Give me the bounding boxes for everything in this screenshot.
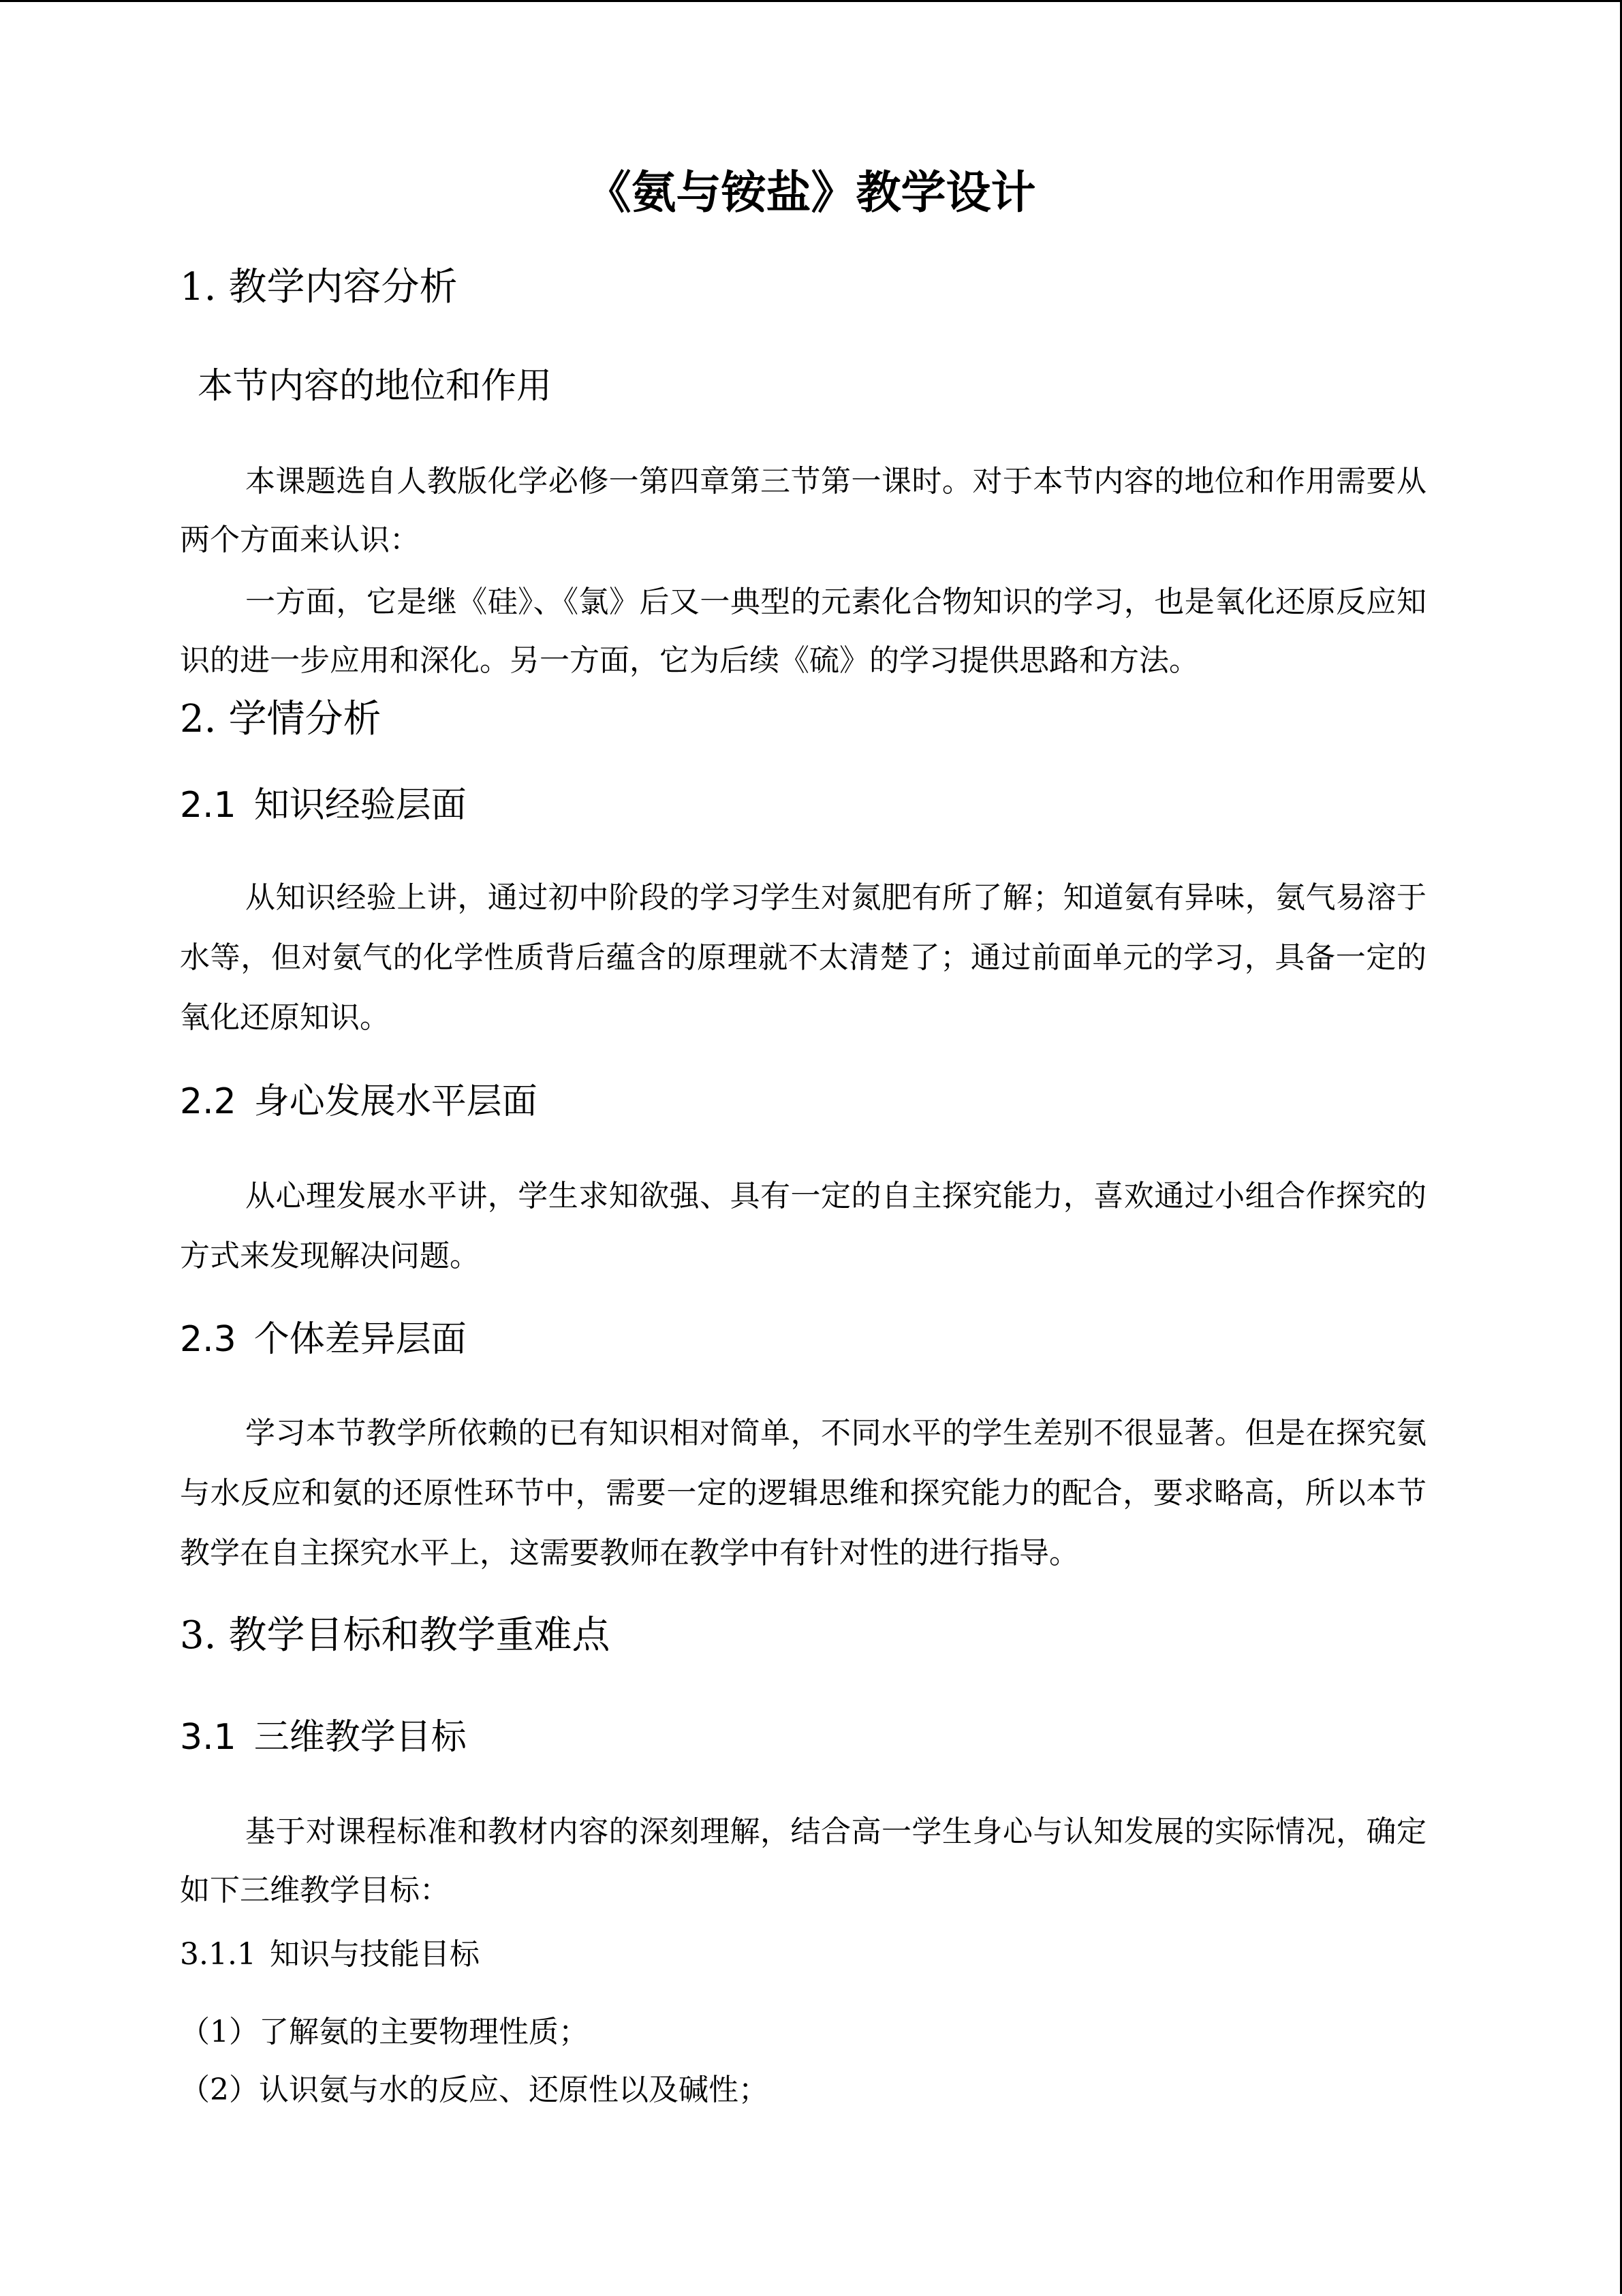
section-2-3-number: 2.3 [180,1319,236,1360]
section-3-1-1-title: 知识与技能目标 [269,1937,480,1972]
section-2-title: 学情分析 [228,697,381,741]
document-page [0,2,1622,2296]
section-1-subheading: 本节内容的地位和作用 [198,366,552,407]
section-3-heading [180,1609,610,1663]
section-3-1-heading [180,1711,467,1763]
section-1-paragraph-2: 一方面，它是继《硅》、《氯》后又一典型的元素化合物知识的学习，也是氧化还原反应知识的进一步应用和深化。另一方面，它为后续《硫》的学习提供思路和方法。 [180,585,1426,678]
section-2-number: 2. [180,697,217,741]
section-2-2-number: 2.2 [180,1081,236,1122]
list-item: （2）认识氨与水的反应、还原性以及碱性； [180,2073,768,2107]
section-2-3-paragraph: 学习本节教学所依赖的已有知识相对简单，不同水平的学生差别不很显著。但是在探究氨与水反应和氨的还原性环节中，需要一定的逻辑思维和探究能力的配合，要求略高，所以本节教学在自主探究水平上，这需要教师在教学中有针对性的进行指导。 [180,1416,1426,1570]
section-2-1-title: 知识经验层面 [253,785,467,826]
section-3-title: 教学目标和教学重难点 [228,1613,610,1658]
section-3-1-number: 3.1 [180,1717,236,1758]
section-3-1-title: 三维教学目标 [253,1717,467,1758]
section-3-1-1-heading [180,1933,480,1976]
list-item: （1）了解氨的主要物理性质； [180,2015,589,2049]
section-2-2-title: 身心发展水平层面 [253,1081,537,1122]
section-2-1-paragraph: 从知识经验上讲，通过初中阶段的学习学生对氮肥有所了解；知道氨有异味，氨气易溶于水等，但对氨气的化学性质背后蕴含的原理就不太清楚了；通过前面单元的学习，具备一定的氧化还原知识。 [180,880,1426,1035]
section-1-heading [180,260,457,315]
section-2-2-heading [180,1076,537,1128]
section-2-3-title: 个体差异层面 [253,1319,467,1360]
section-2-1-number: 2.1 [180,785,236,826]
section-2-2-paragraph: 从心理发展水平讲，学生求知欲强、具有一定的自主探究能力，喜欢通过小组合作探究的方式来发现解决问题。 [180,1179,1426,1273]
section-3-1-paragraph: 基于对课程标准和教材内容的深刻理解，结合高一学生身心与认知发展的实际情况，确定如下三维教学目标： [180,1814,1426,1908]
section-1-number: 1. [180,265,217,309]
document-title: 《氨与铵盐》教学设计 [586,166,1036,219]
section-1-paragraph-1: 本课题选自人教版化学必修一第四章第三节第一课时。对于本节内容的地位和作用需要从两个方面来认识： [180,464,1426,557]
section-2-heading [180,692,381,747]
section-3-1-1-number: 3.1.1 [180,1937,256,1972]
section-3-number: 3. [180,1613,217,1658]
section-1-title: 教学内容分析 [228,265,458,309]
section-2-3-heading [180,1314,467,1365]
section-2-1-heading [180,779,467,831]
